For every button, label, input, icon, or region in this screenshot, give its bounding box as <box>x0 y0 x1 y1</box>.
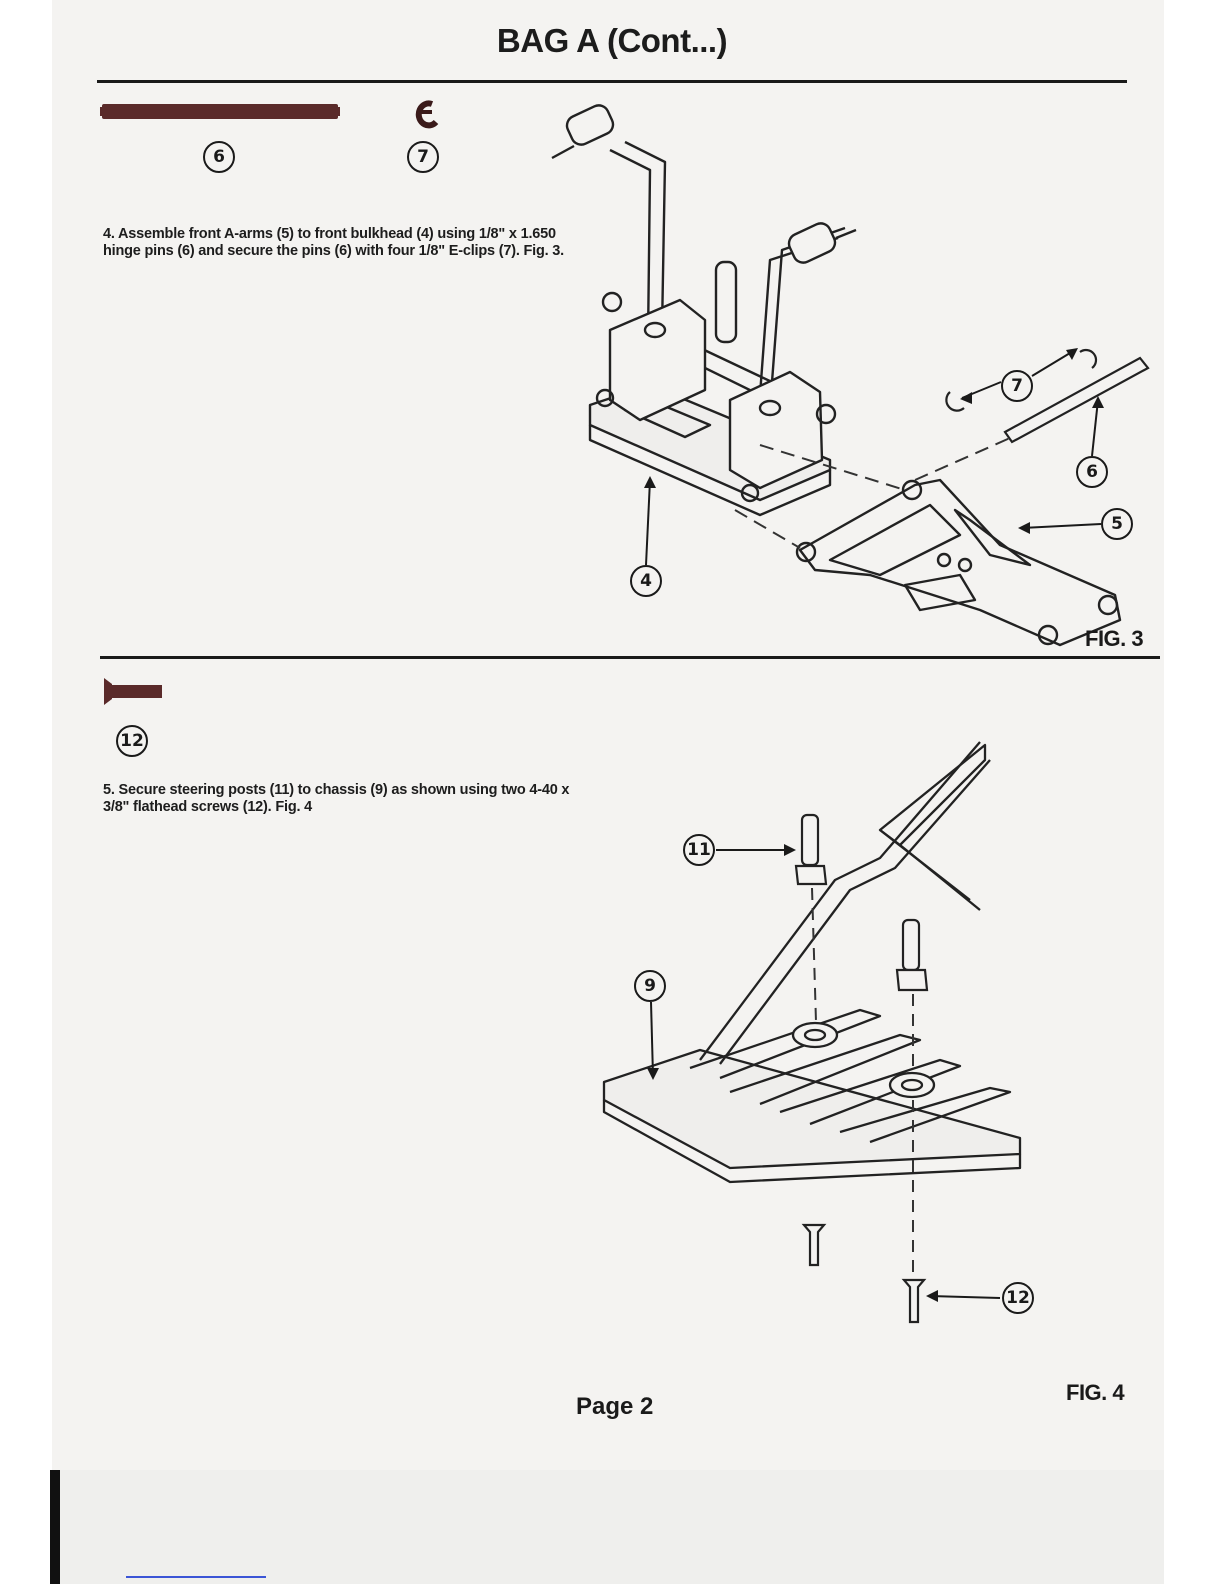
flathead-screw-figure <box>804 1225 924 1322</box>
page-title: BAG A (Cont...) <box>496 22 728 59</box>
callout-part-12: 12 <box>116 725 148 757</box>
fig4-callout-11: 11 <box>683 834 715 866</box>
page-number: Page 2 <box>576 1393 654 1420</box>
fig4-callout-9: 9 <box>634 970 666 1002</box>
fig3-callout-5: 5 <box>1101 508 1133 540</box>
fig3-callout-6: 6 <box>1076 456 1108 488</box>
fig4-callout-12: 12 <box>1002 1282 1034 1314</box>
fig3-callout-7: 7 <box>1001 370 1033 402</box>
chassis-drawing <box>604 742 1020 1182</box>
e-clip-icon <box>419 103 436 125</box>
step-5-instructions: 5. Secure steering posts (11) to chassis (9) as shown using two 4-40 x 3/8" flathead screws (12). Fig. 4 <box>103 782 570 815</box>
front-bulkhead-drawing <box>552 102 856 515</box>
figure-3-label: FIG. 3 <box>1085 626 1144 651</box>
callout-part-6: 6 <box>203 141 235 173</box>
hinge-pin-icon <box>100 104 340 119</box>
step-4-instructions: 4. Assemble front A-arms (5) to front bulkhead (4) using 1/8" x 1.650 hinge pins (6) and secure the pins (6) with four 1/8" E-clips (7). Fig. 3. <box>103 226 564 259</box>
fig3-callout-4: 4 <box>630 565 662 597</box>
flathead-screw-icon <box>104 678 162 705</box>
figure-4-label: FIG. 4 <box>1066 1380 1125 1405</box>
steering-post-drawing <box>796 815 927 990</box>
hinge-pin-figure <box>946 350 1148 442</box>
a-arm-drawing <box>797 480 1120 645</box>
callout-part-7: 7 <box>407 141 439 173</box>
